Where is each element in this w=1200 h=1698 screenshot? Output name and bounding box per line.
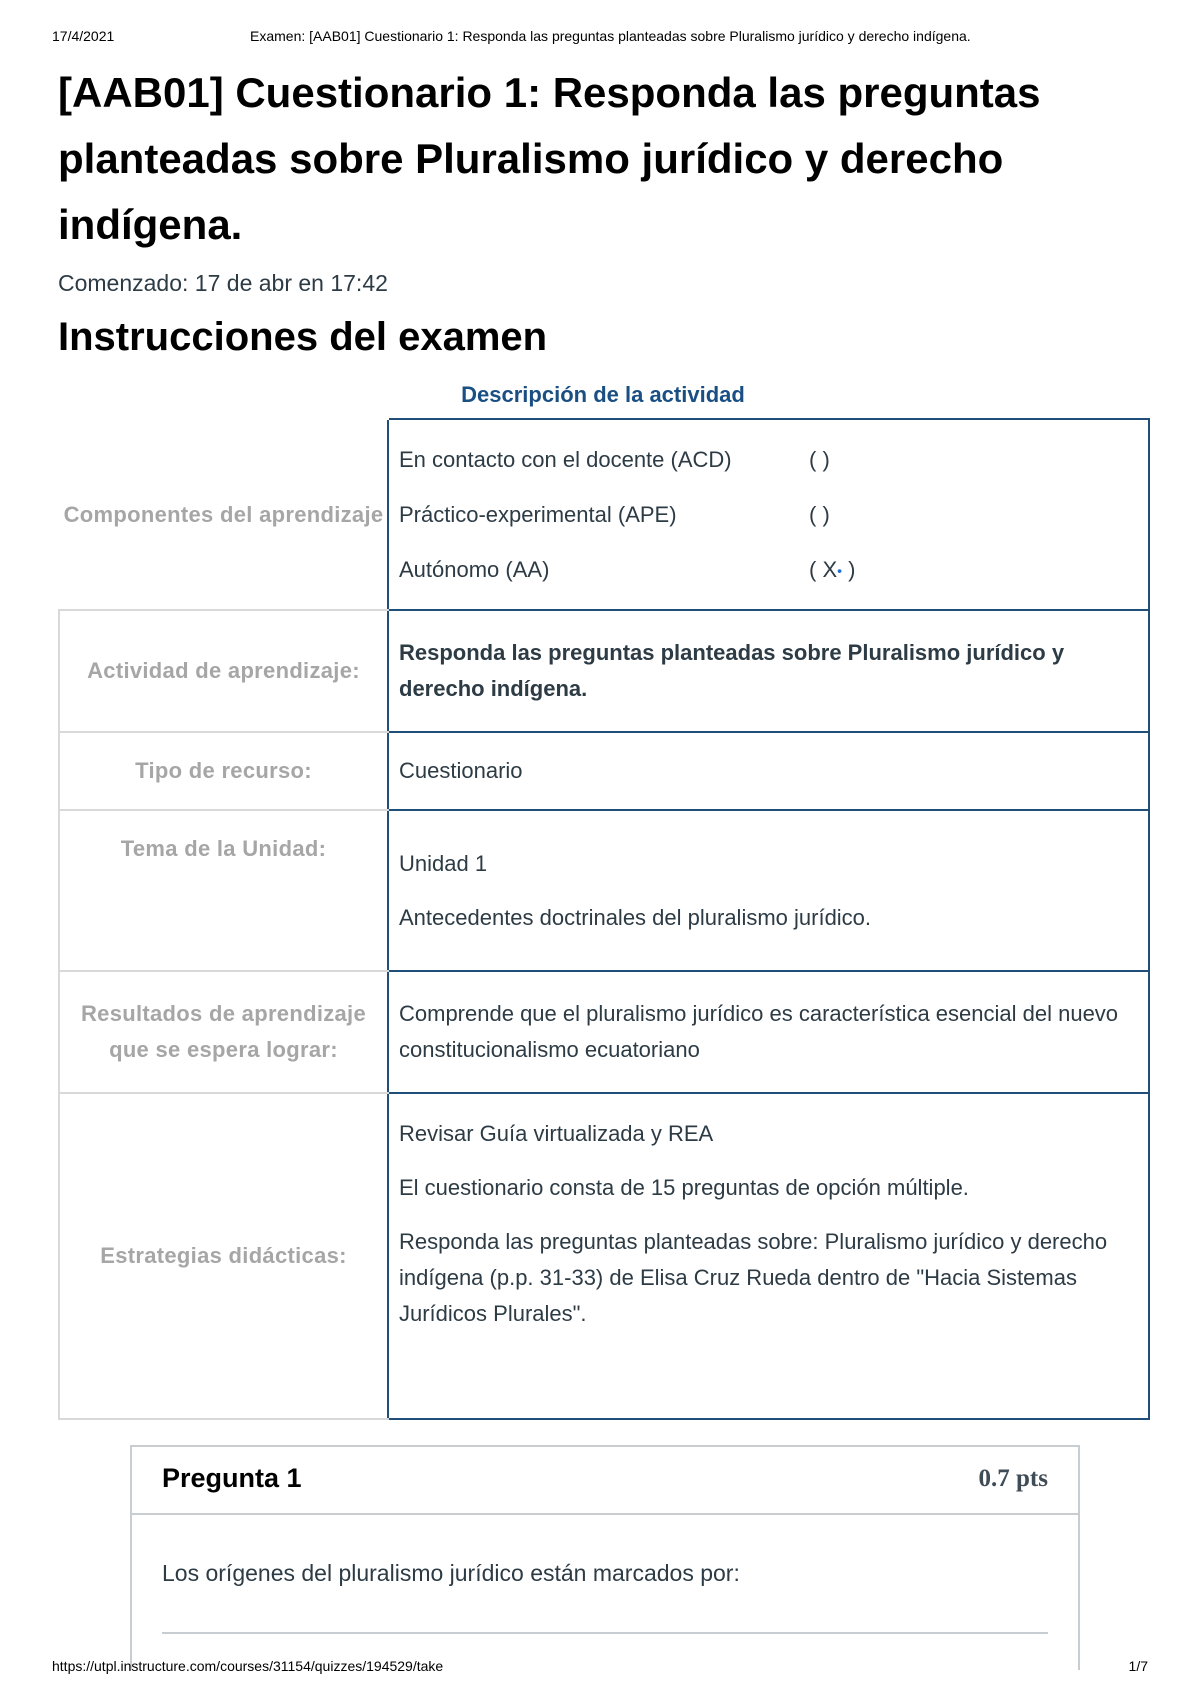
row-learning-activity xyxy=(59,610,1149,732)
component-aa-name: Autónomo (AA) xyxy=(399,557,550,582)
row-expected-results xyxy=(59,971,1149,1093)
row-strategies xyxy=(59,1093,1149,1419)
component-aa-mark-close: ) xyxy=(842,557,856,582)
strategy-paragraph: El cuestionario consta de 15 preguntas de opción múltiple. xyxy=(399,1175,969,1200)
learning-activity-value: Responda las preguntas planteadas sobre Pluralismo jurídico y derecho indígena. xyxy=(388,610,1149,732)
unit-topic-text: Antecedentes doctrinales del pluralismo jurídico. xyxy=(399,904,872,930)
unit-topic-label: Tema de la Unidad: xyxy=(59,810,388,971)
print-url: https://utpl.instructure.com/courses/31154/quizzes/194529/take xyxy=(52,1658,444,1674)
expected-results-value: Comprende que el pluralismo jurídico es característica esencial del nuevo constitucionalismo ecuatoriano xyxy=(388,971,1149,1093)
quiz-content xyxy=(58,60,1148,1420)
components-value xyxy=(388,419,1149,610)
question-points: 0.7 pts xyxy=(978,1465,1048,1492)
strategies-label: Estrategias didácticas: xyxy=(59,1093,388,1419)
activity-description-heading: Descripción de la actividad xyxy=(461,382,745,407)
expected-results-label: Resultados de aprendizaje que se espera lograr: xyxy=(59,971,388,1093)
row-resource-type xyxy=(59,732,1149,810)
selected-dot-icon: • xyxy=(837,562,843,579)
row-components xyxy=(59,419,1149,610)
unit-number: Unidad 1 xyxy=(399,850,488,876)
component-ape xyxy=(399,487,1138,542)
print-date: 17/4/2021 xyxy=(52,28,115,44)
component-acd xyxy=(399,432,1138,487)
resource-type-label: Tipo de recurso: xyxy=(59,732,388,810)
question-card xyxy=(130,1445,1080,1670)
question-body xyxy=(132,1515,1078,1587)
unit-topic-value xyxy=(388,810,1149,971)
quiz-title: [AAB01] Cuestionario 1: Responda las preguntas planteadas sobre Pluralismo jurídico y derecho indígena. xyxy=(58,69,1041,248)
question-header xyxy=(132,1447,1078,1515)
print-document-title: Examen: [AAB01] Cuestionario 1: Responda las preguntas planteadas sobre Pluralismo jurídico y derecho indígena. xyxy=(250,28,971,44)
component-aa-mark xyxy=(809,542,855,599)
print-page-number: 1/7 xyxy=(1128,1658,1148,1674)
question-divider xyxy=(162,1632,1048,1634)
strategy-paragraph: Revisar Guía virtualizada y REA xyxy=(399,1121,714,1146)
activity-description-table xyxy=(58,418,1150,1420)
component-acd-mark: ( ) xyxy=(809,447,830,472)
print-footer xyxy=(52,1658,1148,1678)
started-timestamp: Comenzado: 17 de abr en 17:42 xyxy=(58,270,388,296)
print-header xyxy=(52,28,1148,48)
component-ape-name: Práctico-experimental (APE) xyxy=(399,502,677,527)
question-title: Pregunta 1 xyxy=(162,1463,302,1493)
component-acd-name: En contacto con el docente (ACD) xyxy=(399,447,732,472)
instructions-heading: Instrucciones del examen xyxy=(58,315,548,359)
component-aa xyxy=(399,542,1138,597)
component-aa-mark-open: ( X xyxy=(809,557,838,582)
row-unit-topic xyxy=(59,810,1149,971)
resource-type-value: Cuestionario xyxy=(388,732,1149,810)
components-label: Componentes del aprendizaje xyxy=(59,419,388,610)
strategies-value xyxy=(388,1093,1149,1419)
question-text: Los orígenes del pluralismo jurídico están marcados por: xyxy=(162,1560,740,1586)
strategy-paragraph: Responda las preguntas planteadas sobre: Pluralismo jurídico y derecho indígena (p.p. 31-33) de Elisa Cruz Rueda dentro de "Hacia Sistemas Jurídicos Plurales". xyxy=(399,1229,1108,1326)
component-ape-mark: ( ) xyxy=(809,502,830,527)
learning-activity-label: Actividad de aprendizaje: xyxy=(59,610,388,732)
